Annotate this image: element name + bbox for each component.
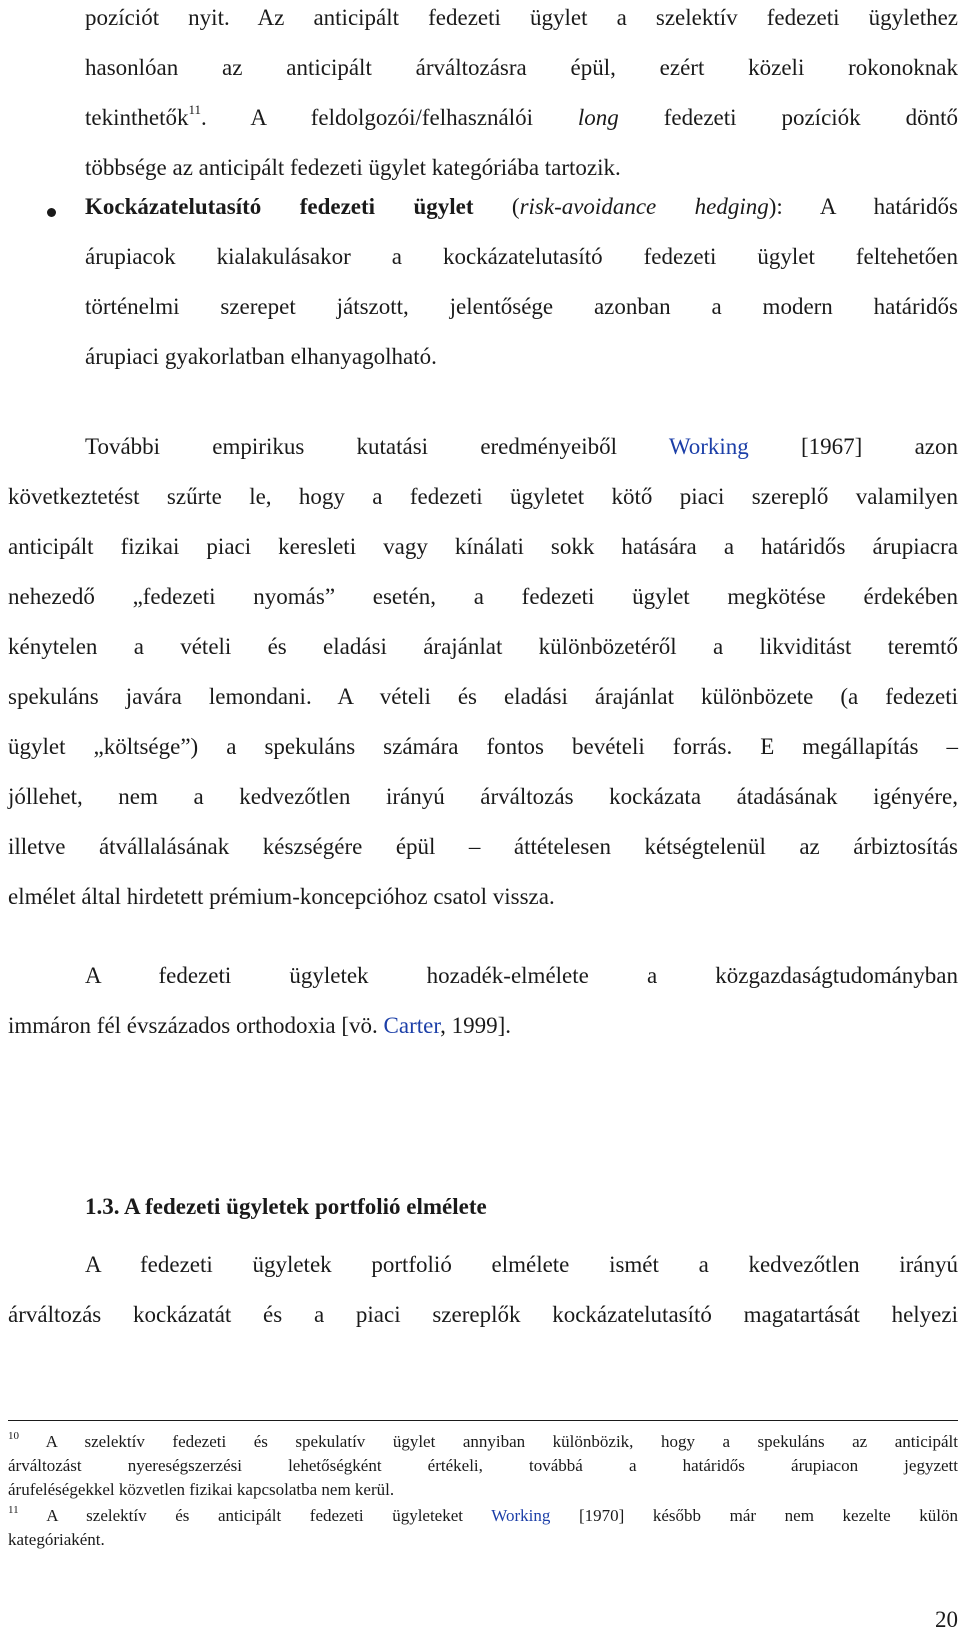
text-line xyxy=(85,182,958,232)
text-span: fedezeti pozíciók döntő xyxy=(618,105,958,130)
paragraph-portfolio xyxy=(8,1240,958,1340)
text-line xyxy=(8,422,958,472)
text-line: jóllehet, nem a kedvezőtlen irányú árváltozás kockázata átadásának igényére, xyxy=(8,784,958,809)
text-line: kategóriaként. xyxy=(8,1530,105,1549)
text-line: árupiaci gyakorlatban elhanyagolható. xyxy=(85,344,437,369)
text-line xyxy=(85,93,958,143)
text-line: árváltozást nyereségszerzési lehetőségként értékeli, továbbá a határidős árupiacon jegyzett xyxy=(8,1456,958,1475)
text-line: spekuláns javára lemondani. A vételi és eladási árajánlat különbözete (a fedezeti xyxy=(8,684,958,709)
bullet-item-risk-avoidance xyxy=(85,182,958,382)
paragraph-working xyxy=(8,422,958,922)
text-span: . A feldolgozói/felhasználói xyxy=(201,105,578,130)
footnote-ref-11[interactable]: 11 xyxy=(188,102,202,118)
citation-link-carter[interactable]: Carter xyxy=(383,1013,441,1038)
footnote-divider xyxy=(8,1420,958,1421)
text-line xyxy=(8,1504,958,1528)
text-span: A szelektív fedezeti és spekulatív ügylet annyiban különbözik, hogy a spekuláns az anticipált xyxy=(19,1432,958,1451)
text-line: ügylet „költsége”) a spekuláns számára fontos bevételi forrás. E megállapítás – xyxy=(8,734,958,759)
bold-term: Kockázatelutasító fedezeti ügylet xyxy=(85,194,474,219)
text-line: anticipált fizikai piaci keresleti vagy kínálati sokk hatására a határidős árupiacra xyxy=(8,534,958,559)
italic-term: long xyxy=(577,105,619,130)
text-line: történelmi szerepet játszott, jelentősége azonban a modern határidős xyxy=(85,294,958,319)
text-line: A fedezeti ügyletek portfolió elmélete ismét a kedvezőtlen irányú xyxy=(85,1252,958,1277)
section-heading: 1.3. A fedezeti ügyletek portfolió elmélete xyxy=(85,1194,487,1219)
footnote-11 xyxy=(8,1504,958,1552)
text-line: A fedezeti ügyletek hozadék-elmélete a közgazdaságtudományban xyxy=(85,963,958,988)
text-span: [1967] azon xyxy=(748,434,958,459)
text-line: többsége az anticipált fedezeti ügylet kategóriába tartozik. xyxy=(85,155,621,180)
text-line: pozíciót nyit. Az anticipált fedezeti ügylet a szelektív fedezeti ügylethez xyxy=(85,5,958,30)
text-line: illetve átvállalásának készségére épül – áttételesen kétségtelenül az árbiztosítás xyxy=(8,834,958,859)
text-span: tekinthetők xyxy=(85,105,189,130)
citation-link-working[interactable]: Working xyxy=(668,434,749,459)
footnote-number: 11 xyxy=(8,1504,19,1517)
text-span: A szelektív és anticipált fedezeti ügyleteket xyxy=(18,1506,492,1525)
text-line xyxy=(8,1430,958,1454)
paragraph-carter xyxy=(8,951,958,1051)
text-span: [1970] később már nem kezelte külön xyxy=(550,1506,958,1525)
text-line: nehezedő „fedezeti nyomás” esetén, a fedezeti ügylet megkötése érdekében xyxy=(8,584,958,609)
text-line: kénytelen a vételi és eladási árajánlat különbözetéről a likviditást teremtő xyxy=(8,634,958,659)
text-span: hasonlóan az anticipált árváltozásra épül, ezért közeli rokonoknak xyxy=(85,55,958,80)
italic-term: risk-avoidance hedging xyxy=(519,194,769,219)
text-span: ): A határidős xyxy=(768,194,958,219)
top-paragraph xyxy=(85,0,958,193)
text-span: , 1999]. xyxy=(440,1013,512,1038)
text-line: árufeléségekkel közvetlen fizikai kapcsolatba nem kerül. xyxy=(8,1480,395,1499)
footnote-number: 10 xyxy=(8,1430,19,1443)
page-number: 20 xyxy=(935,1607,958,1632)
text-line xyxy=(8,1001,958,1051)
text-line: árváltozás kockázatát és a piaci szereplők kockázatelutasító magatartását helyezi xyxy=(8,1302,958,1327)
bullet-icon xyxy=(47,208,56,217)
text-line: következtetést szűrte le, hogy a fedezeti ügyletet kötő piaci szereplő valamilyen xyxy=(8,484,958,509)
text-line: elmélet által hirdetett prémium-koncepcióhoz csatol vissza. xyxy=(8,884,555,909)
text-line: árupiacok kialakulásakor a kockázatelutasító fedezeti ügylet feltehetően xyxy=(85,244,958,269)
text-line xyxy=(85,43,958,93)
text-span: ( xyxy=(473,194,520,219)
footnote-10 xyxy=(8,1430,958,1502)
text-span: immáron fél évszázados orthodoxia [vö. xyxy=(8,1013,384,1038)
citation-link-working-1970[interactable]: Working xyxy=(491,1506,551,1525)
text-span: További empirikus kutatási eredményeiből xyxy=(85,434,669,459)
